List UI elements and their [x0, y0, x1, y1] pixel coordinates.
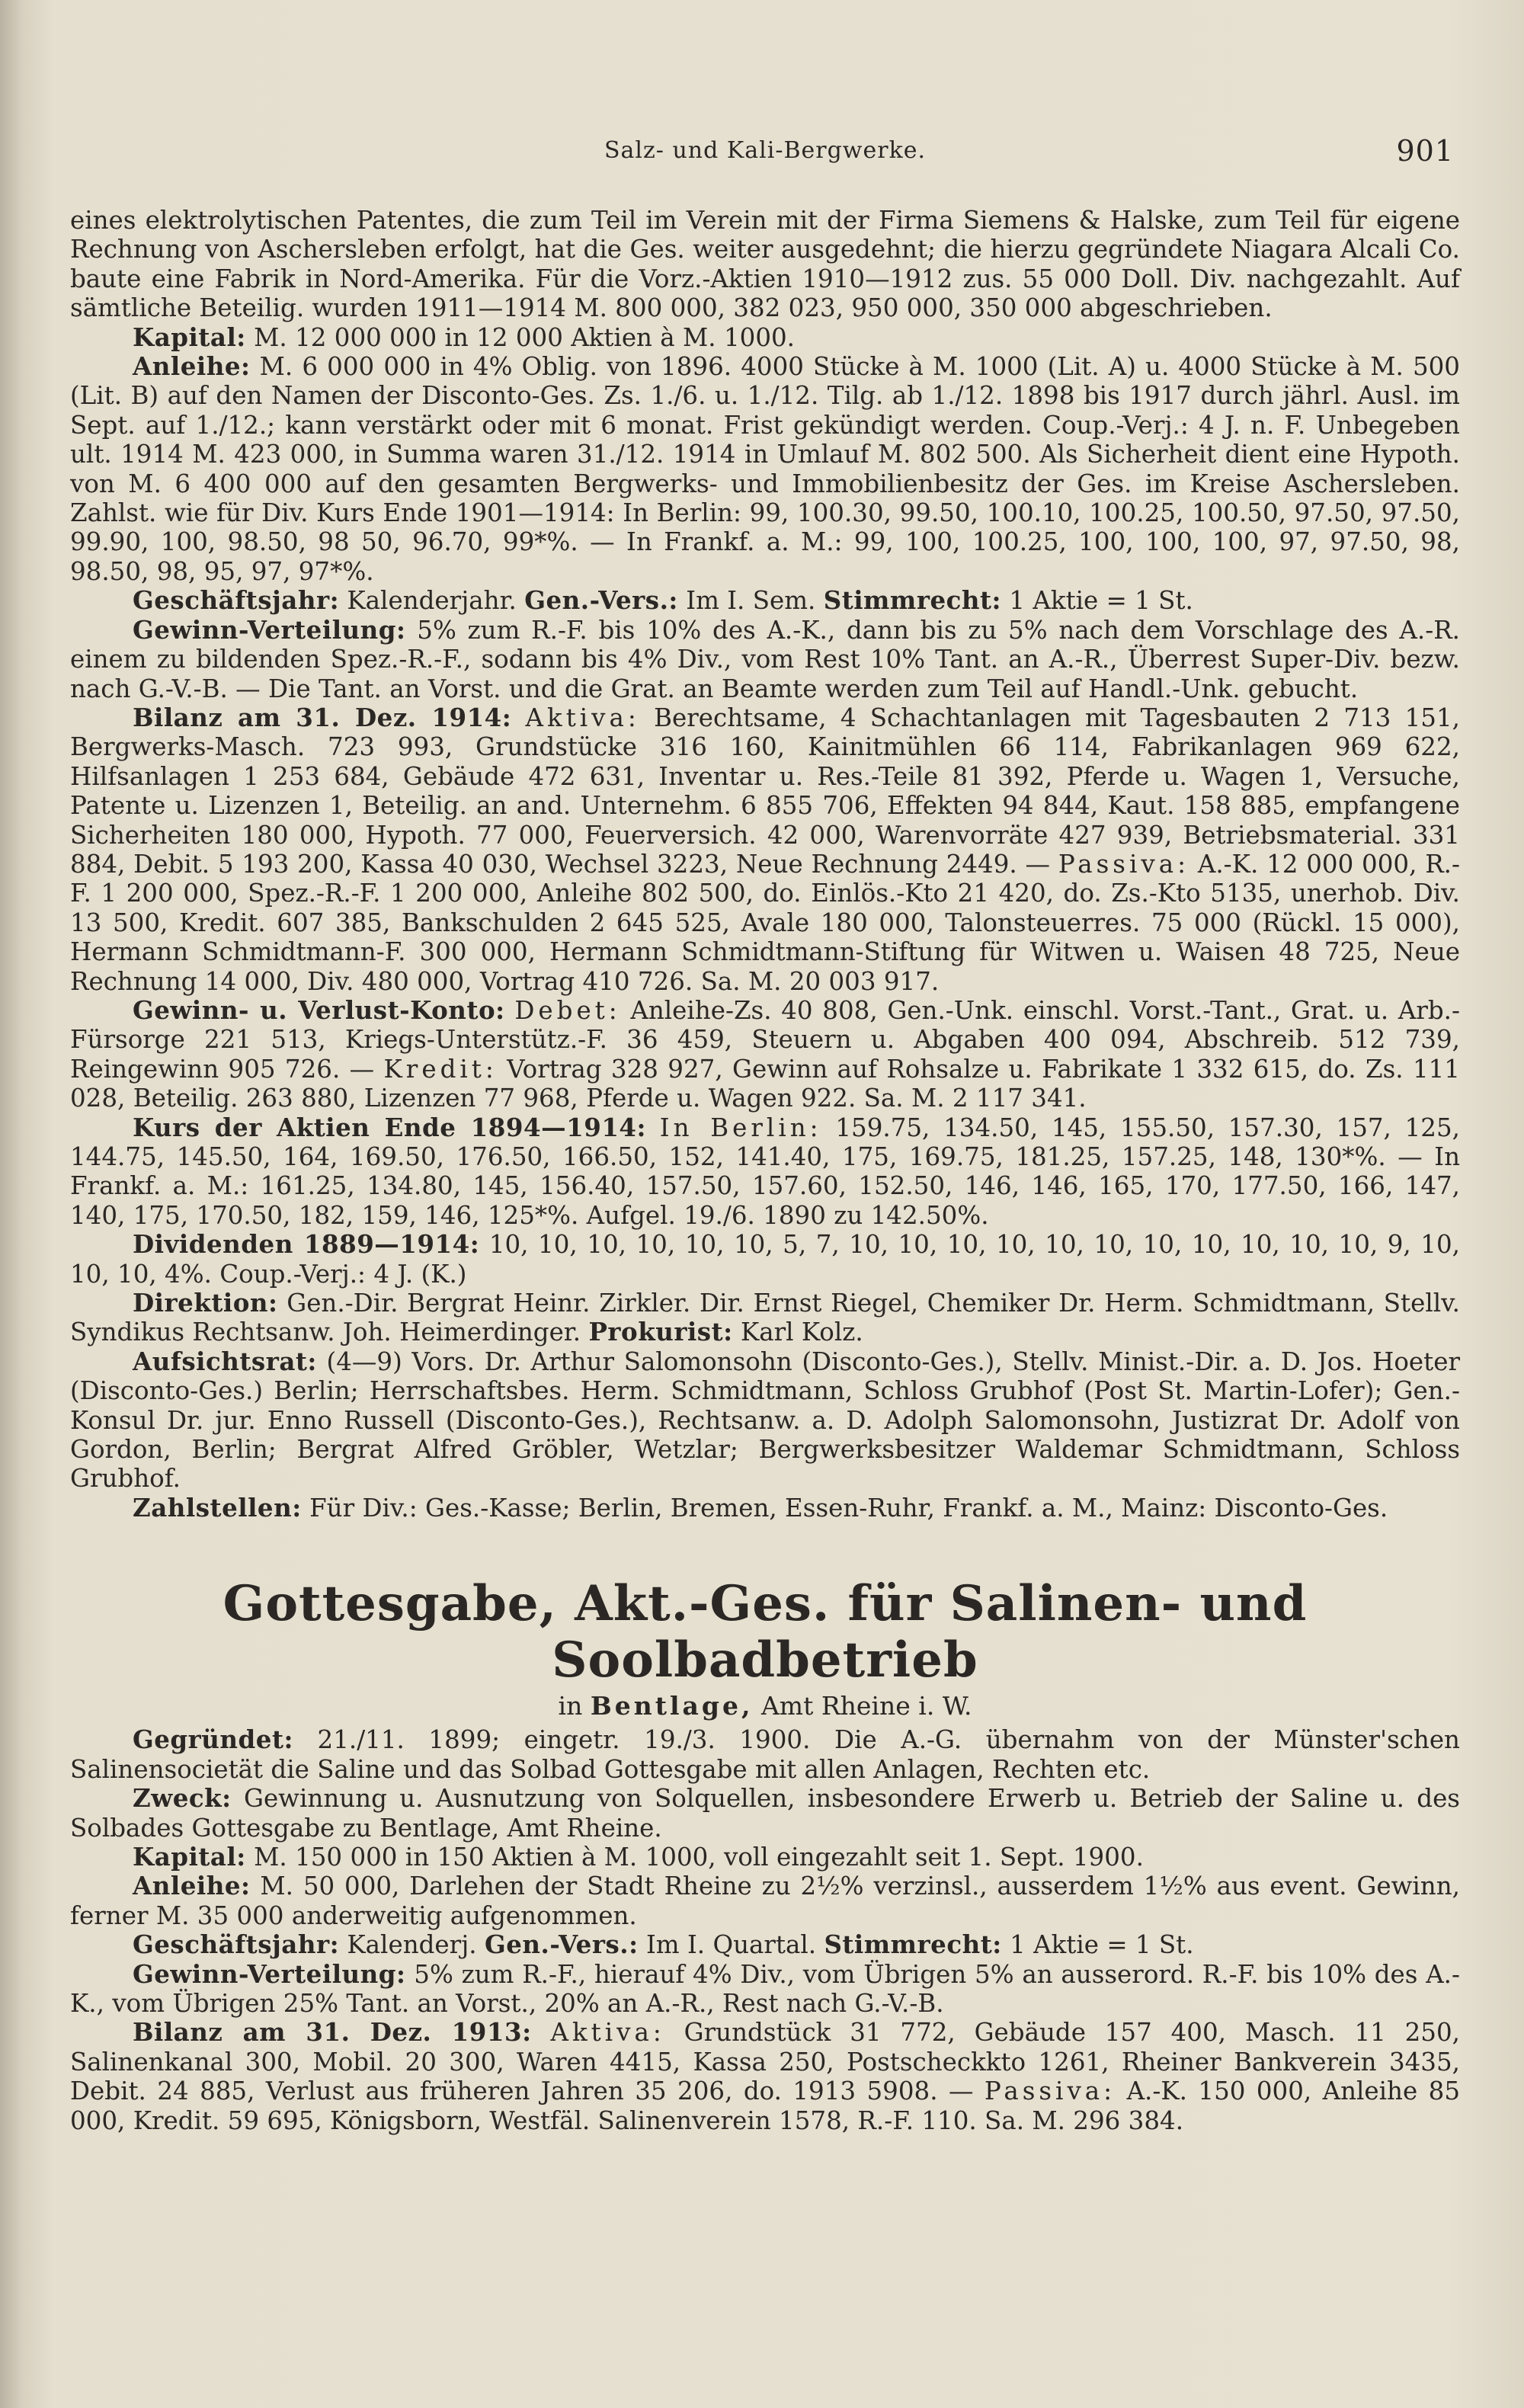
paragraph-kapital: Kapital: M. 150 000 in 150 Aktien à M. 1000, voll eingezahlt seit 1. Sept. 1900.	[133, 1841, 1144, 1872]
running-head	[70, 0, 1460, 206]
label-kapital: Kapital:	[133, 322, 246, 352]
paragraph-gewinn-verteilung: Gewinn-Verteilung: 5% zum R.-F., hierauf 4% Div., vom Übrigen 5% an ausserord. R.-F. bis 10% des A.-K., vom Übrigen 25% Tant. an Vorst., 20% an A.-R., Rest nach G.-V.-B.	[70, 1958, 1460, 2018]
company-title: Gottesgabe, Akt.-Ges. für Salinen- und Soolbadbetrieb	[223, 1575, 1308, 1689]
entry-kaliwerke-aschersleben	[70, 206, 1460, 1523]
page-number: 901	[1396, 134, 1454, 168]
company-location: in Bentlage, Amt Rheine i. W.	[558, 1691, 972, 1721]
paragraph-intro: eines elektrolytischen Patentes, die zum Teil im Verein mit der Firma Siemens & Halske, zum Teil für eigene Rechnung von Aschersleben erfolgt, hat die Ges. weiter ausgedehnt; die hierzu gegründete Niagara Alcali Co. baute eine Fabrik in Nord-Amerika. Für die Vorz.-Aktien 1910—1912 zus. 55 000 Doll. Div. nachgezahlt. Auf sämtliche Beteilig. wurden 1911—1914 M. 800 000, 382 023, 950 000, 350 000 abgeschrieben.	[70, 206, 1460, 323]
paragraph-zahlstellen: Zahlstellen: Für Div.: Ges.-Kasse; Berlin, Bremen, Essen-Ruhr, Frankf. a. M., Mainz: Disconto-Ges.	[133, 1492, 1388, 1523]
paragraph-kurs: Kurs der Aktien Ende 1894—1914: In Berlin: 159.75, 134.50, 145, 155.50, 157.30, 157, 125, 144.75, 145.50, 164, 169.50, 176.50, 166.50, 152, 141.40, 175, 169.75, 181.25, 157.25, 148, 130*%. — In Frankf. a. M.: 161.25, 134.80, 145, 156.40, 157.50, 157.60, 152.50, 146, 146, 165, 170, 177.50, 166, 147, 140, 175, 170.50, 182, 159, 146, 125*%. Aufgel. 19./6. 1890 zu 142.50%.	[70, 1112, 1460, 1230]
paragraph-dividenden: Dividenden 1889—1914: 10, 10, 10, 10, 10, 10, 5, 7, 10, 10, 10, 10, 10, 10, 10, 10, 10, 10, 10, 9, 10, 10, 10, 4%. Coup.-Verj.: 4 J. (K.)	[70, 1229, 1460, 1289]
paragraph-aufsichtsrat: Aufsichtsrat: (4—9) Vors. Dr. Arthur Salomonsohn (Disconto-Ges.), Stellv. Minist.-Dir. a. D. Jos. Hoeter (Disconto-Ges.) Berlin; Herrschaftsbes. Herm. Schmidtmann, Schloss Grubhof (Post St. Martin-Lofer); Gen.-Konsul Dr. jur. Enno Russell (Disconto-Ges.), Rechtsanw. a. D. Adolph Salomonsohn, Justizrat Dr. Adolf von Gordon, Berlin; Bergrat Alfred Gröbler, Wetzlar; Bergwerksbesitzer Waldemar Schmidtmann, Schloss Grubhof.	[70, 1346, 1460, 1494]
label-anleihe: Anleihe:	[133, 351, 251, 382]
paragraph-gegruendet: Gegründet: 21./11. 1899; eingetr. 19./3. 1900. Die A.-G. übernahm von der Münster'schen Salinensocietät die Saline und das Solbad Gottesgabe mit allen Anlagen, Rechten etc.	[70, 1724, 1460, 1784]
paragraph-geschaeftsjahr: Geschäftsjahr: Kalenderj. Gen.-Vers.: Im I. Quartal. Stimmrecht: 1 Aktie = 1 St.	[133, 1929, 1194, 1960]
paragraph-kapital: Kapital: M. 12 000 000 in 12 000 Aktien à M. 1000.	[133, 322, 795, 352]
paragraph-bilanz: Bilanz am 31. Dez. 1913: Aktiva: Grundstück 31 772, Gebäude 157 400, Masch. 11 250, Salinenkanal 300, Mobil. 20 300, Waren 4415, Kassa 250, Postscheckkto 1261, Rheiner Bankverein 3435, Debit. 24 885, Verlust aus früheren Jahren 35 206, do. 1913 5908. — Passiva: A.-K. 150 000, Anleihe 85 000, Kredit. 59 695, Königsborn, Westfäl. Salinenverein 1578, R.-F. 110. Sa. M. 296 384.	[70, 2017, 1460, 2135]
paragraph-direktion: Direktion: Gen.-Dir. Bergrat Heinr. Zirkler. Dir. Ernst Riegel, Chemiker Dr. Herm. Schmidtmann, Stellv. Syndikus Rechtsanw. Joh. Heimerdinger. Prokurist: Karl Kolz.	[70, 1288, 1460, 1347]
paragraph-gewinn-verlust: Gewinn- u. Verlust-Konto: Debet: Anleihe-Zs. 40 808, Gen.-Unk. einschl. Vorst.-Tant., Grat. u. Arb.-Fürsorge 221 513, Kriegs-Unterstütz.-F. 36 459, Steuern u. Abgaben 400 094, Abschreib. 512 739, Reingewinn 905 726. — Kredit: Vortrag 328 927, Gewinn auf Rohsalze u. Fabrikate 1 332 615, do. Zs. 111 028, Beteilig. 263 880, Lizenzen 77 968, Pferde u. Wagen 922. Sa. M. 2 117 341.	[70, 994, 1460, 1113]
paragraph-anleihe: Anleihe: M. 6 000 000 in 4% Oblig. von 1896. 4000 Stücke à M. 1000 (Lit. A) u. 4000 Stücke à M. 500 (Lit. B) auf den Namen der Disconto-Ges. Zs. 1./6. u. 1./12. Tilg. ab 1./12. 1898 bis 1917 durch jährl. Ausl. im Sept. auf 1./12.; kann verstärkt oder mit 6 monat. Frist gekündigt werden. Coup.-Verj.: 4 J. n. F. Unbegeben ult. 1914 M. 423 000, in Summa waren 31./12. 1914 in Umlauf M. 802 500. Als Sicherheit dient eine Hypoth. von M. 6 400 000 auf den gesamten Bergwerks- und Immobilienbesitz der Ges. im Kreise Aschersleben. Zahlst. wie für Div. Kurs Ende 1901—1914: In Berlin: 99, 100.30, 99.50, 100.10, 100.25, 100.50, 97.50, 97.50, 99.90, 100, 98.50, 98 50, 96.70, 99*%. — In Frankf. a. M.: 99, 100, 100.25, 100, 100, 100, 97, 97.50, 98, 98.50, 98, 95, 97, 97*%.	[70, 351, 1460, 586]
paragraph-bilanz: Bilanz am 31. Dez. 1914: Aktiva: Berechtsame, 4 Schachtanlagen mit Tagesbauten 2 713 151, Bergwerks-Masch. 723 993, Grundstücke 316 160, Kainitmühlen 66 114, Fabrikanlagen 969 622, Hilfsanlagen 1 253 684, Gebäude 472 631, Inventar u. Res.-Teile 81 392, Pferde u. Wagen 1, Versuche, Patente u. Lizenzen 1, Beteilig. an and. Unternehm. 6 855 706, Effekten 94 844, Kaut. 158 885, empfangene Sicherheiten 180 000, Hypoth. 77 000, Feuerversich. 42 000, Warenvorräte 427 939, Betriebsmaterial. 331 884, Debit. 5 193 200, Kassa 40 030, Wechsel 3223, Neue Rechnung 2449. — Passiva: A.-K. 12 000 000, R.-F. 1 200 000, Spez.-R.-F. 1 200 000, Anleihe 802 500, do. Einlös.-Kto 21 420, do. Zs.-Kto 5135, unerhob. Div. 13 500, Kredit. 607 385, Bankschulden 2 645 525, Avale 180 000, Talonsteuerres. 75 000 (Rückl. 15 000), Hermann Schmidtmann-F. 300 000, Hermann Schmidtmann-Stiftung für Witwen u. Waisen 48 725, Neue Rechnung 14 000, Div. 480 000, Vortrag 410 726. Sa. M. 20 003 917.	[70, 702, 1460, 996]
entry-gottesgabe	[70, 1576, 1460, 2135]
section-gap	[70, 1523, 1460, 1576]
paragraph-gewinn-verteilung: Gewinn-Verteilung: 5% zum R.-F. bis 10% des A.-K., dann bis zu 5% nach dem Vorschlage des A.-R. einem zu bildenden Spez.-R.-F., sodann bis 4% Div., vom Rest 10% Tant. an A.-R., Überrest Super-Div. bezw. nach G.-V.-B. — Die Tant. an Vorst. und die Grat. an Beamte werden zum Teil auf Handl.-Unk. gebucht.	[70, 614, 1460, 703]
paragraph-anleihe: Anleihe: M. 50 000, Darlehen der Stadt Rheine zu 2½% verzinsl., ausserdem 1½% aus event. Gewinn, ferner M. 35 000 anderweitig aufgenommen.	[70, 1871, 1460, 1930]
paragraph-zweck: Zweck: Gewinnung u. Ausnutzung von Solquellen, insbesondere Erwerb u. Betrieb der Saline u. des Solbades Gottesgabe zu Bentlage, Amt Rheine.	[70, 1783, 1460, 1843]
running-title: Salz- und Kali-Bergwerke.	[604, 137, 927, 164]
paragraph-geschaeftsjahr: Geschäftsjahr: Kalenderjahr. Gen.-Vers.: Im I. Sem. Stimmrecht: 1 Aktie = 1 St.	[133, 585, 1193, 616]
